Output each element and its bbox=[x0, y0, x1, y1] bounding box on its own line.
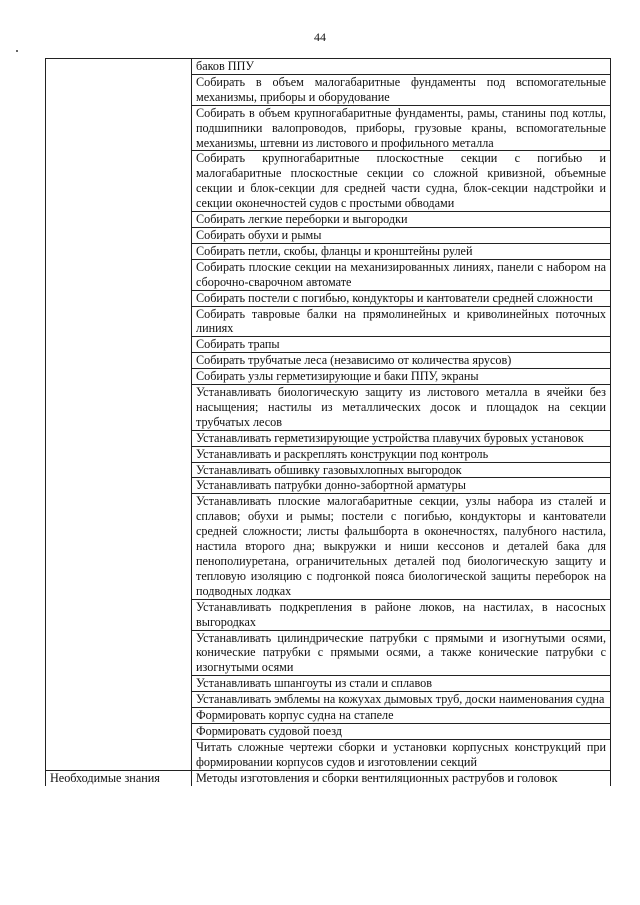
skill-item: Устанавливать эмблемы на кожухах дымовых труб, доски наименования судна bbox=[192, 692, 611, 708]
skill-item: Устанавливать плоские малогабаритные секции, узлы набора из сталей и сплавов; обухи и рымы; постели с погибью, кондукторы и кантователи средней сложности; листы фальшборта в оконечностях, палубного настила, настила второго дна; выкружки и ниши кессонов и деталей бака для пенополиуретана, ограничительных деталей под биологическую защиту и тепловую изоляцию с подгонкой пояса биологической защиты переборок на подводных лодках bbox=[192, 494, 611, 599]
skill-item: Формировать судовой поезд bbox=[192, 723, 611, 739]
skill-item: Устанавливать биологическую защиту из листового металла в ячейки без насыщения; настилы из металлических досок и площадок на секции трубчатых лесов bbox=[192, 385, 611, 431]
skill-item: баков ППУ bbox=[192, 59, 611, 75]
skill-item: Устанавливать подкрепления в районе люков, на настилах, в насосных выгородках bbox=[192, 599, 611, 630]
skill-item: Собирать легкие переборки и выгородки bbox=[192, 212, 611, 228]
skills-label-cell bbox=[46, 59, 192, 771]
skill-item: Устанавливать обшивку газовыхлопных выгородок bbox=[192, 462, 611, 478]
skill-item: Собирать трапы bbox=[192, 337, 611, 353]
qualification-table bbox=[45, 58, 611, 786]
skill-item: Собирать тавровые балки на прямолинейных и криволинейных поточных линиях bbox=[192, 306, 611, 337]
skill-item: Устанавливать герметизирующие устройства плавучих буровых установок bbox=[192, 430, 611, 446]
skill-item: Устанавливать шпангоуты из стали и сплавов bbox=[192, 676, 611, 692]
skill-item: Собирать в объем малогабаритные фундаменты под вспомогательные механизмы, приборы и оборудование bbox=[192, 74, 611, 105]
skill-item: Устанавливать и раскреплять конструкции под контроль bbox=[192, 446, 611, 462]
table-row bbox=[46, 59, 611, 75]
knowledge-label-cell: Необходимые знания bbox=[46, 770, 192, 785]
knowledge-item: Методы изготовления и сборки вентиляционных раструбов и головок bbox=[192, 770, 611, 785]
skill-item: Устанавливать патрубки донно-забортной арматуры bbox=[192, 478, 611, 494]
skill-item: Собирать узлы герметизирующие и баки ППУ, экраны bbox=[192, 369, 611, 385]
skill-item: Собирать трубчатые леса (независимо от количества ярусов) bbox=[192, 353, 611, 369]
skill-item: Собирать петли, скобы, фланцы и кронштейны рулей bbox=[192, 243, 611, 259]
table-body bbox=[46, 59, 611, 786]
skill-item: Собирать обухи и рымы bbox=[192, 227, 611, 243]
table-row bbox=[46, 770, 611, 785]
page-number: 44 bbox=[314, 30, 326, 44]
skill-item: Собирать в объем крупногабаритные фундаменты, рамы, станины под котлы, подшипники валопроводов, приборы, грузовые краны, вспомогательные механизмы, штевни из листового и профильного металла bbox=[192, 105, 611, 151]
scan-speck bbox=[16, 50, 18, 52]
skill-item: Формировать корпус судна на стапеле bbox=[192, 708, 611, 724]
skill-item: Собирать плоские секции на механизированных линиях, панели с набором на сборочно-сварочном автомате bbox=[192, 259, 611, 290]
skill-item: Читать сложные чертежи сборки и установки корпусных конструкций при формировании корпусов судов и изготовлении секций bbox=[192, 739, 611, 770]
skill-item: Собирать крупногабаритные плоскостные секции с погибью и малогабаритные плоскостные секции со сложной кривизной, объемные секции и блок-секции для средней части судна, блок-секции надстройки и секции оконечностей судов с простыми обводами bbox=[192, 151, 611, 212]
skill-item: Собирать постели с погибью, кондукторы и кантователи средней сложности bbox=[192, 290, 611, 306]
skill-item: Устанавливать цилиндрические патрубки с прямыми и изогнутыми осями, конические патрубки с прямыми осями, а также конические патрубки с изогнутыми осями bbox=[192, 630, 611, 676]
